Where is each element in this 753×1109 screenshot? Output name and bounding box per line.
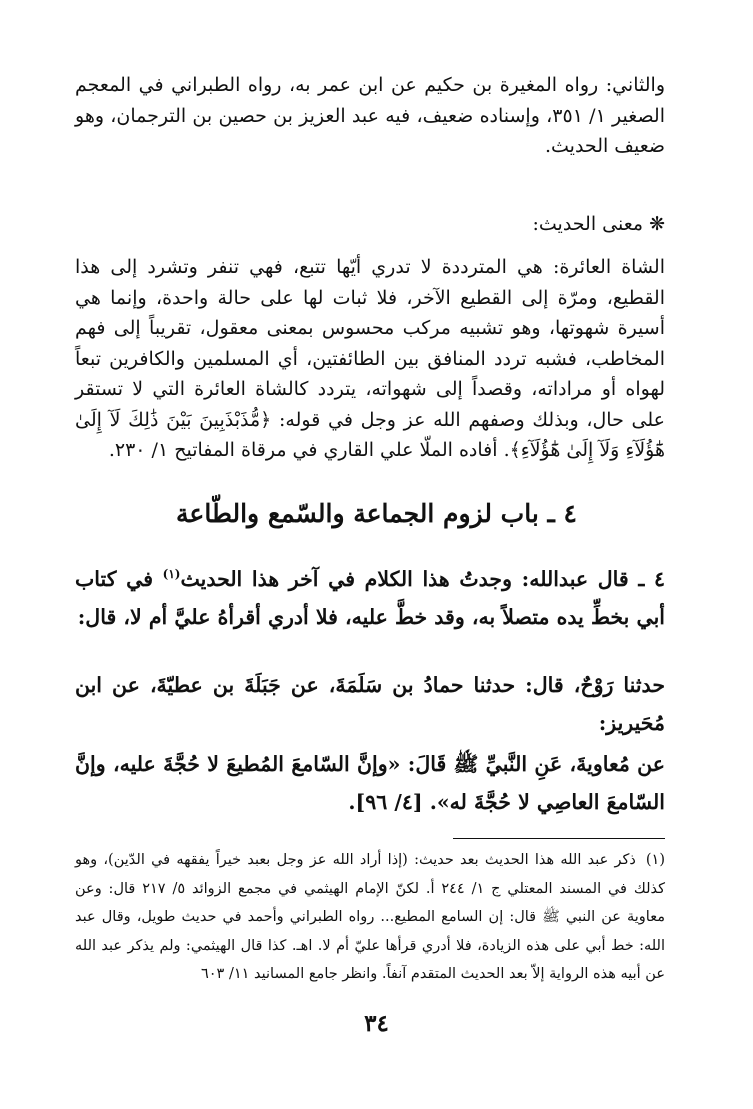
meaning-heading-line — [75, 209, 665, 240]
footnote-reference: (١) — [162, 567, 181, 582]
hadith-intro-paragraph — [75, 560, 665, 636]
page-number: ٣٤ — [364, 1010, 389, 1037]
hadith-chain-paragraph: حدثنا رَوْحٌ، قال: حدثنا حمادُ بن سَلَمَةَ، عن جَبَلَةَ بن عطيّةَ، عن ابن مُحَيريز: — [75, 673, 665, 735]
chapter-title: ٤ ـ باب لزوم الجماعة والسّمع والطّاعة — [176, 499, 577, 528]
footnote — [75, 846, 665, 989]
flower-bullet-icon: ❋ — [649, 213, 665, 235]
footnote-marker: (١) — [645, 852, 665, 868]
narration-paragraph: والثاني: رواه المغيرة بن حكيم عن ابن عمر به، رواه الطبراني في المعجم الصغير ١/ ٣٥١، وإسناده ضعيف، فيه عبد العزيز بن حصين بن الترجمان، وهو ضعيف الحديث. — [75, 74, 665, 157]
hadith-intro-continuation: في كتاب أبي بخطِّ يده متصلاً به، وقد خطَّ عليه، فلا أدري أقرأهُ عليَّ أم لا، قال: — [75, 567, 665, 629]
footnote-text: ذكر عبد الله هذا الحديث بعد حديث: (إذا أراد الله عز وجل بعبد خيراً يفقهه في الدّين)، وهو كذلك في المسند المعتلي ج ١/ ٢٤٤ أ. لكنّ الإمام الهيثمي في مجمع الزوائد ٥/ ٢١٧ قال: وعن معاوية عن النبي ﷺ قال: إن السامع المطيع... رواه الطبراني وأحمد في حديث طويل، وقال عبد الله: خط أبي على هذه الزيادة، فلا أدري قرأها عليّ أم لا. اهـ. كذا قال الهيثمي: ولم يذكر عبد الله عن أبيه هذه الرواية إلاّ بعد الحديث المتقدم آنفاً. وانظر جامع المسانيد ١١/ ٦٠٣ — [75, 852, 666, 982]
hadith-intro-text: ٤ ـ قال عبدالله: وجدتُ هذا الكلام في آخر هذا الحديث — [180, 567, 665, 591]
meaning-paragraph: الشاة العائرة: هي المترددة لا تدري أيّها تتبع، فهي تنفر وتشرد إلى هذا القطيع، ومرّة إلى القطيع الآخر، فلا ثبات لها على حالة واحدة، وإنما هي أسيرة شهوتها، وهو تشبيه مركب محسوس بمعنى معقول، تقريباً إلى فهم المخاطب، فشبه تردد المنافق بين الطائفتين، أي المسلمين والكافرين تبعاً لهواه أو مراداته، وقصداً إلى شهواته، يتردد كالشاة العائرة التي لا تستقر على حال، وبذلك وصفهم الله عز وجل في قوله: ﴿مُّذَبْذَبِينَ بَيْنَ ذَٰلِكَ لَآ إِلَىٰ هَٰٓؤُلَآءِ وَلَآ إِلَىٰ هَٰٓؤُلَآءِ﴾. أفاده الملّا علي القاري في مرقاة المفاتيح ١/ ٢٣٠. — [75, 256, 665, 461]
meaning-heading: معنى الحديث: — [532, 213, 644, 235]
footnote-divider — [453, 838, 665, 839]
hadith-text-paragraph: عن مُعاويةَ، عَنِ النَّبيِّ ﷺ قَالَ: «وإنَّ السّامعَ المُطيعَ لا حُجَّةَ عليه، وإنَّ السّامعَ العاصِي لا حُجَّةَ له». [٤/ ٩٦]. — [75, 752, 665, 814]
